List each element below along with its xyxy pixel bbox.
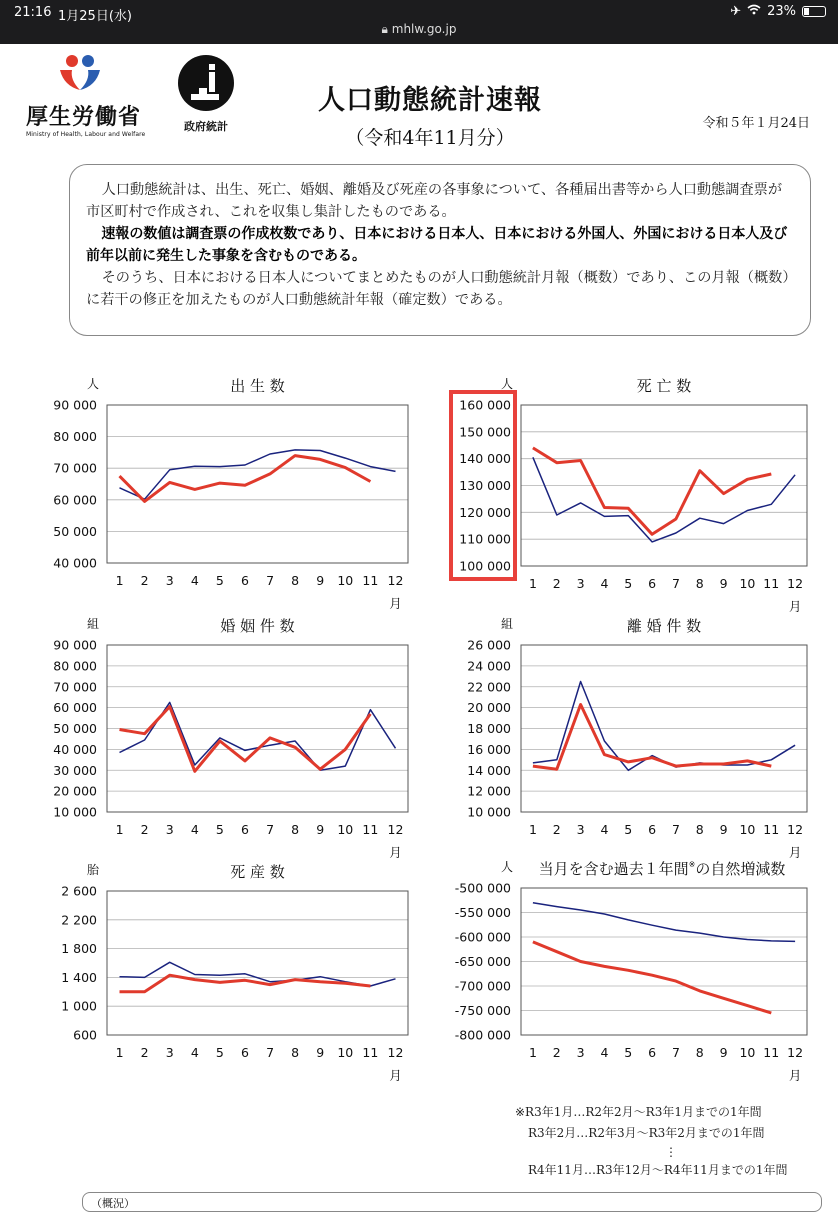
- explanation-paragraph-1: 人口動態統計は、出生、死亡、婚姻、離婚及び死産の各事象について、各種届出書等から人口動態調査票が市区町村で作成され、これを収集し集計したものである。: [86, 182, 783, 220]
- plot-frame: [107, 891, 408, 1035]
- chart-natural_change: [455, 860, 807, 1083]
- x-tick-label: 1: [528, 822, 537, 837]
- series-line-previous-year: [533, 457, 795, 542]
- x-tick-label: 8: [291, 573, 300, 588]
- x-tick-label: 1: [528, 576, 537, 591]
- x-tick-label: 10: [739, 1045, 756, 1060]
- footnote-line-1: ※R3年1月…R2年2月～R3年1月までの1年間: [515, 1105, 762, 1119]
- y-tick-label: 140 000: [459, 451, 511, 467]
- x-tick-label: 3: [576, 576, 585, 591]
- y-tick-label: 12 000: [467, 783, 511, 799]
- chart-title: 死 亡 数: [636, 377, 692, 395]
- lock-icon: 🔒︎: [381, 22, 388, 36]
- x-tick-label: 6: [648, 576, 657, 591]
- x-axis-label: 月: [788, 1068, 802, 1083]
- series-line-current-year: [533, 942, 771, 1013]
- chart-divorces: [467, 617, 807, 860]
- y-tick-label: 100 000: [459, 558, 511, 574]
- x-tick-label: 5: [215, 822, 224, 837]
- x-tick-label: 11: [362, 822, 379, 837]
- x-tick-label: 12: [787, 576, 804, 591]
- y-tick-label: 70 000: [53, 679, 97, 695]
- chart-title: [539, 860, 786, 878]
- x-tick-label: 7: [266, 822, 275, 837]
- x-tick-label: 12: [787, 822, 804, 837]
- x-tick-label: 5: [215, 1045, 224, 1060]
- battery-percent: 23%: [767, 4, 796, 19]
- footnote: [515, 1102, 787, 1181]
- mhlw-name: 厚生労働省: [26, 104, 142, 130]
- y-tick-label: -600 000: [454, 929, 511, 945]
- x-tick-label: 3: [165, 822, 174, 837]
- x-tick-label: 4: [600, 1045, 609, 1060]
- y-tick-label: 22 000: [467, 679, 511, 695]
- x-tick-label: 6: [240, 822, 249, 837]
- x-tick-label: 9: [316, 1045, 325, 1060]
- footnote-line-2: R3年2月…R2年3月～R3年2月までの1年間: [528, 1126, 765, 1140]
- x-tick-label: 10: [739, 822, 756, 837]
- y-tick-label: 40 000: [53, 555, 97, 571]
- y-unit-label: 人: [500, 377, 514, 391]
- x-tick-label: 5: [624, 576, 633, 591]
- y-tick-label: 1 800: [61, 941, 97, 957]
- y-tick-label: 10 000: [467, 804, 511, 820]
- summary-box-label: （概況）: [91, 1197, 135, 1210]
- x-tick-label: 5: [215, 573, 224, 588]
- y-tick-label: -550 000: [454, 905, 511, 920]
- y-tick-label: 2 200: [61, 912, 97, 928]
- x-tick-label: 1: [115, 573, 124, 588]
- x-tick-label: 8: [291, 822, 300, 837]
- chart-title: 死 産 数: [230, 863, 285, 881]
- y-tick-label: 80 000: [53, 429, 97, 445]
- y-tick-label: 130 000: [459, 478, 511, 493]
- y-tick-label: 18 000: [467, 721, 511, 736]
- x-tick-label: 3: [576, 822, 585, 837]
- x-tick-label: 2: [552, 822, 561, 837]
- chart-deaths: [451, 377, 807, 614]
- footnote-line-3: R4年11月…R3年12月～R4年11月までの1年間: [528, 1163, 788, 1177]
- chart-births: [53, 377, 408, 611]
- series-line-current-year: [120, 707, 371, 772]
- y-tick-label: 60 000: [53, 492, 97, 508]
- x-tick-label: 11: [763, 822, 780, 837]
- y-unit-label: 人: [500, 860, 514, 874]
- series-line-current-year: [120, 456, 371, 502]
- x-tick-label: 2: [552, 576, 561, 591]
- x-tick-label: 2: [140, 573, 149, 588]
- y-unit-label: 組: [500, 617, 514, 631]
- y-tick-label: 50 000: [53, 721, 97, 736]
- status-time: 21:16: [14, 5, 52, 20]
- x-tick-label: 12: [387, 1045, 404, 1060]
- y-tick-label: 70 000: [53, 460, 97, 476]
- series-line-previous-year: [120, 450, 396, 499]
- status-date: 1月25日(水): [58, 9, 132, 24]
- url-text: mhlw.go.jp: [391, 22, 457, 36]
- x-tick-label: 3: [165, 1045, 174, 1060]
- mhlw-name-en: Ministry of Health, Labour and Welfare: [26, 131, 146, 138]
- y-tick-label: 10 000: [53, 804, 97, 820]
- x-tick-label: 9: [316, 573, 325, 588]
- y-tick-label: 40 000: [53, 741, 97, 757]
- x-tick-label: 8: [291, 1045, 300, 1060]
- x-tick-label: 2: [140, 822, 149, 837]
- y-tick-label: 90 000: [53, 637, 97, 653]
- x-tick-label: 4: [600, 576, 609, 591]
- y-unit-label: 人: [86, 377, 100, 391]
- x-tick-label: 10: [739, 576, 756, 591]
- x-tick-label: 6: [648, 1045, 657, 1060]
- y-tick-label: 120 000: [459, 504, 511, 520]
- y-tick-label: 1 400: [61, 969, 97, 985]
- y-tick-label: 1 000: [61, 998, 97, 1014]
- x-tick-label: 12: [387, 573, 404, 588]
- chart-title-mark: ※: [688, 860, 696, 869]
- x-tick-label: 11: [763, 576, 780, 591]
- x-tick-label: 6: [648, 822, 657, 837]
- y-tick-label: -750 000: [454, 1003, 511, 1018]
- x-tick-label: 11: [362, 573, 379, 588]
- y-tick-label: 600: [73, 1027, 97, 1043]
- series-line-current-year: [533, 448, 771, 534]
- series-line-previous-year: [533, 903, 795, 942]
- x-axis-label: 月: [788, 599, 802, 614]
- x-tick-label: 1: [115, 1045, 124, 1060]
- y-tick-label: 60 000: [53, 700, 97, 716]
- page-title: 人口動態統計速報: [318, 85, 542, 116]
- x-tick-label: 9: [719, 576, 728, 591]
- x-tick-label: 1: [115, 822, 124, 837]
- footnote-ellipsis: ⋮: [665, 1145, 677, 1159]
- y-tick-label: -800 000: [454, 1027, 511, 1043]
- summary-box: [82, 1192, 822, 1212]
- x-tick-label: 9: [719, 822, 728, 837]
- y-tick-label: 110 000: [459, 531, 511, 547]
- chart-title: 離 婚 件 数: [626, 617, 702, 635]
- y-tick-label: 24 000: [467, 658, 511, 674]
- x-tick-label: 10: [337, 573, 354, 588]
- x-axis-label: 月: [788, 845, 802, 860]
- chart-title-main: 当月を含む過去１年間: [538, 860, 689, 878]
- chart-marriages: [53, 617, 408, 860]
- x-tick-label: 9: [719, 1045, 728, 1060]
- x-tick-label: 9: [316, 822, 325, 837]
- x-tick-label: 3: [165, 573, 174, 588]
- y-tick-label: -500 000: [454, 880, 511, 896]
- x-tick-label: 7: [671, 822, 680, 837]
- y-tick-label: 2 600: [61, 883, 97, 899]
- chart-stillbirths: [61, 863, 408, 1083]
- y-tick-label: 90 000: [53, 397, 97, 413]
- x-tick-label: 7: [266, 573, 275, 588]
- x-tick-label: 5: [624, 822, 633, 837]
- x-tick-label: 7: [266, 1045, 275, 1060]
- y-unit-label: 組: [86, 617, 100, 631]
- x-tick-label: 2: [140, 1045, 149, 1060]
- y-tick-label: 26 000: [467, 637, 511, 653]
- y-tick-label: 80 000: [53, 658, 97, 674]
- x-tick-label: 1: [528, 1045, 537, 1060]
- x-tick-label: 8: [695, 576, 704, 591]
- y-tick-label: 160 000: [459, 397, 511, 413]
- x-tick-label: 10: [337, 1045, 354, 1060]
- explanation-paragraph-3: そのうち、日本における日本人についてまとめたものが人口動態統計月報（概数）であり、この月報（概数）に若干の修正を加えたものが人口動態統計年報（確定数）である。: [86, 270, 790, 308]
- explanation-paragraph-2: 速報の数値は調査票の作成枚数であり、日本における日本人、日本における外国人、外国における日本人及び前年以前に発生した事象を含むものである。: [86, 226, 788, 264]
- page-subtitle: （令和4年11月分）: [345, 127, 515, 149]
- y-tick-label: 30 000: [53, 762, 97, 778]
- x-tick-label: 7: [671, 576, 680, 591]
- chart-title: 婚 姻 件 数: [220, 617, 295, 635]
- series-line-current-year: [533, 705, 771, 770]
- y-unit-label: 胎: [86, 863, 100, 877]
- x-tick-label: 2: [552, 1045, 561, 1060]
- x-tick-label: 6: [240, 1045, 249, 1060]
- x-tick-label: 11: [763, 1045, 780, 1060]
- gov-stats-label: 政府統計: [184, 120, 228, 133]
- plot-frame: [107, 405, 408, 563]
- x-tick-label: 10: [337, 822, 354, 837]
- x-axis-label: 月: [389, 1068, 402, 1083]
- x-tick-label: 3: [576, 1045, 585, 1060]
- x-tick-label: 4: [190, 573, 199, 588]
- chart-title: 出 生 数: [230, 377, 285, 395]
- y-tick-label: 20 000: [53, 783, 97, 799]
- x-tick-label: 6: [240, 573, 249, 588]
- x-tick-label: 4: [190, 1045, 199, 1060]
- x-tick-label: 8: [695, 1045, 704, 1060]
- x-tick-label: 12: [387, 822, 404, 837]
- x-tick-label: 4: [600, 822, 609, 837]
- x-axis-label: 月: [389, 845, 402, 860]
- publication-date: 令和５年１月24日: [702, 116, 810, 131]
- x-tick-label: 7: [671, 1045, 680, 1060]
- x-tick-label: 5: [624, 1045, 633, 1060]
- y-tick-label: -700 000: [454, 978, 511, 994]
- y-tick-label: 50 000: [53, 523, 97, 539]
- y-tick-label: 16 000: [467, 741, 511, 757]
- y-tick-label: 150 000: [459, 424, 511, 440]
- x-tick-label: 11: [362, 1045, 379, 1060]
- chart-title-tail: の自然増減数: [695, 860, 786, 878]
- x-tick-label: 4: [190, 822, 199, 837]
- airplane-icon: ✈: [730, 4, 742, 19]
- x-tick-label: 12: [787, 1045, 804, 1060]
- x-axis-label: 月: [389, 596, 402, 611]
- x-tick-label: 8: [695, 822, 704, 837]
- y-tick-label: -650 000: [454, 954, 511, 969]
- y-tick-label: 20 000: [467, 700, 511, 716]
- y-tick-label: 14 000: [467, 762, 511, 778]
